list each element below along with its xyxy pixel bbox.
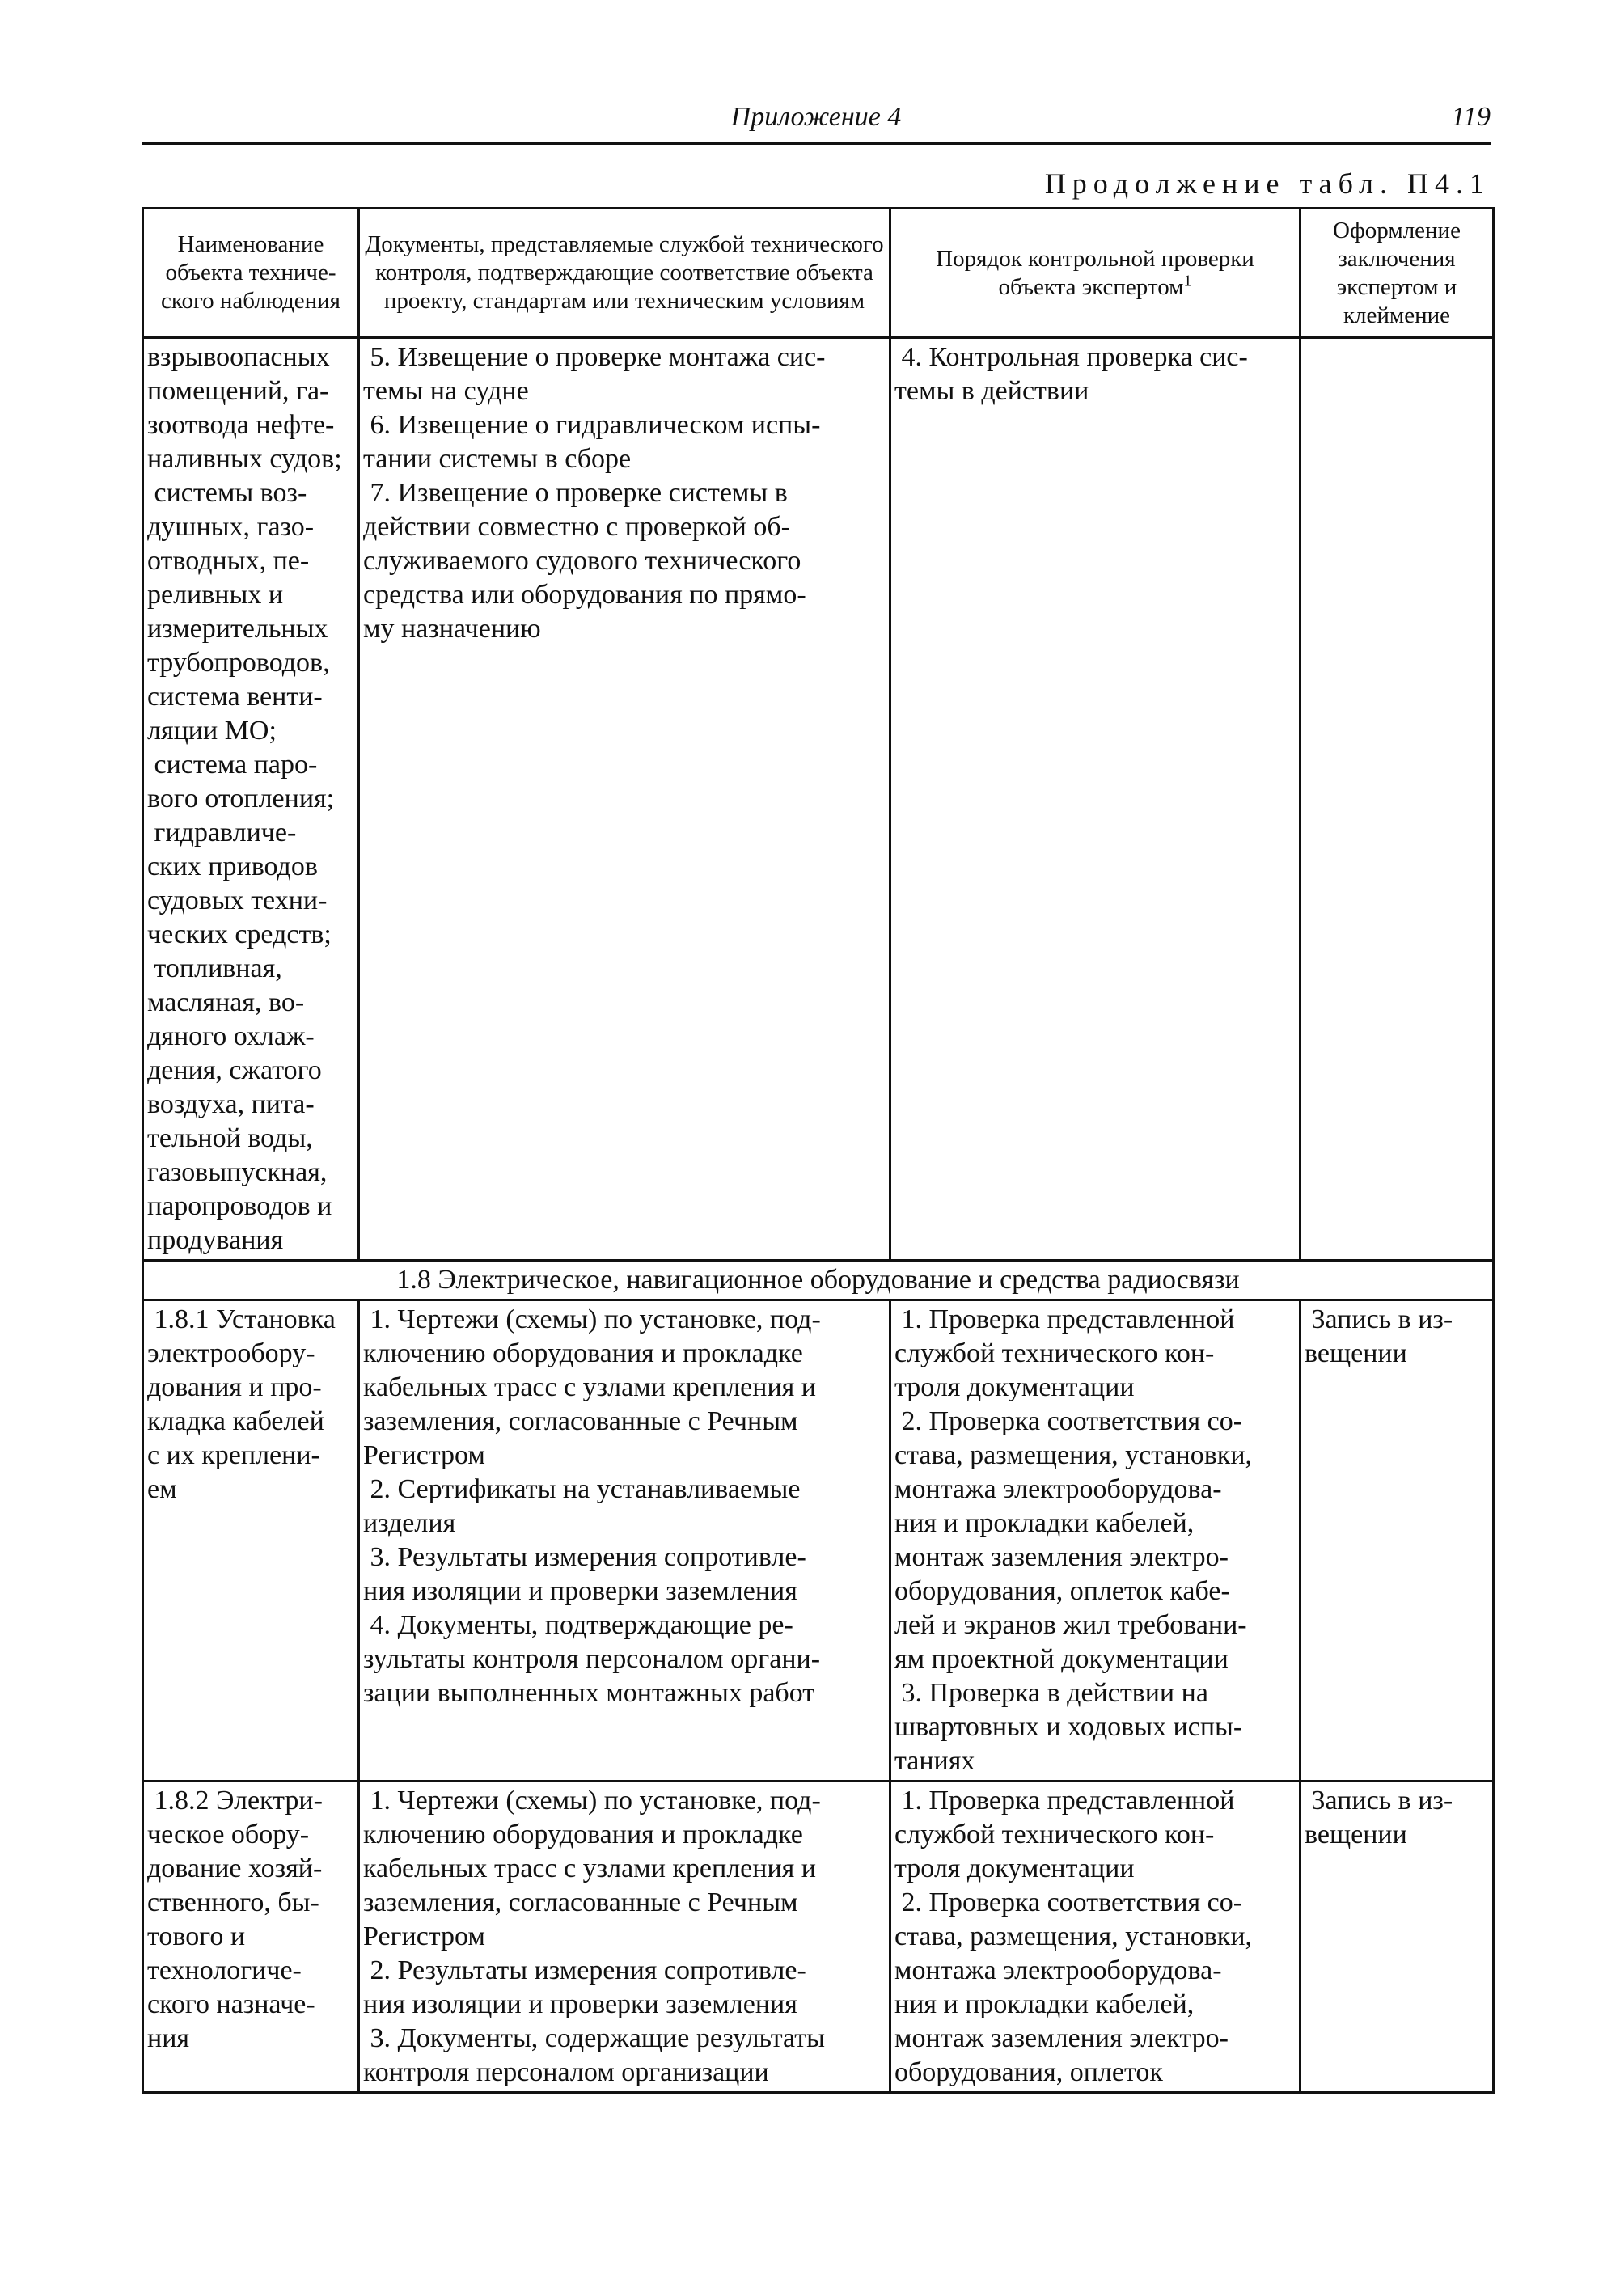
cell-text-line: дования и про- xyxy=(147,1372,322,1402)
cell-text-line: воздуха, пита- xyxy=(147,1089,315,1119)
cell-text-line: ям проектной документации xyxy=(894,1644,1229,1674)
cell-text-line: измерительных xyxy=(147,614,328,644)
object-cell xyxy=(143,1300,359,1782)
cell-text-line: наливных судов; xyxy=(147,444,342,474)
cell-text-line: заземления, согласованные с Речным xyxy=(363,1406,798,1436)
cell-text-line: паропроводов и xyxy=(147,1191,332,1221)
cell-text-line: 3. Проверка в действии на xyxy=(894,1678,1208,1708)
cell-text-line: дование хозяй- xyxy=(147,1854,323,1883)
cell-text-line: ляции МО; xyxy=(147,716,277,746)
cell-text-line: зультаты контроля персоналом органи- xyxy=(363,1644,821,1674)
cell-text-line: 5. Извещение о проверке монтажа сис- xyxy=(363,342,826,372)
cell-text-line: средства или оборудования по прямо- xyxy=(363,580,806,610)
table-row xyxy=(143,1782,1494,2093)
cell-text-line: 1. Чертежи (схемы) по установке, под- xyxy=(363,1304,821,1334)
cell-text-line: швартовных и ходовых испы- xyxy=(894,1712,1243,1742)
cell-text-line: 3. Результаты измерения сопротивле- xyxy=(363,1542,806,1572)
cell-text-line: ческое обору- xyxy=(147,1820,310,1849)
check-cell xyxy=(890,1300,1300,1782)
cell-text-line: монтажа электрооборудова- xyxy=(894,1474,1222,1504)
cell-text-line: контроля персоналом организации xyxy=(363,2057,769,2087)
object-cell xyxy=(143,1782,359,2093)
cell-text-line: зации выполненных монтажных работ xyxy=(363,1678,815,1708)
cell-text-line: 4. Контрольная проверка сис- xyxy=(894,342,1248,372)
cell-text-line: ских приводов xyxy=(147,852,318,881)
cell-text-line: 7. Извещение о проверке системы в xyxy=(363,478,788,508)
cell-text-line: 6. Извещение о гидравлическом испы- xyxy=(363,410,821,440)
cell-text-line: 1.8.1 Установка xyxy=(147,1304,336,1334)
cell-text-line: дяного охлаж- xyxy=(147,1021,315,1051)
documents-cell xyxy=(359,338,890,1261)
cell-text-line: топливная, xyxy=(147,953,282,983)
cell-text-line: оборудования, оплеток кабе- xyxy=(894,1576,1230,1606)
column-header-object: Наименование объекта техниче-ского наблюдения xyxy=(143,209,359,338)
cell-text-line: трубопроводов, xyxy=(147,648,330,678)
cell-text-line: ского назначе- xyxy=(147,1989,315,2019)
table-row xyxy=(143,1300,1494,1782)
table-continuation-label: Продолжение табл. П4.1 xyxy=(1044,167,1491,200)
cell-text-line: лей и экранов жил требовани- xyxy=(894,1610,1247,1640)
cell-text-line: Регистром xyxy=(363,1440,485,1470)
cell-text-line: система венти- xyxy=(147,682,323,712)
cell-text-line: монтаж заземления электро- xyxy=(894,2023,1229,2053)
cell-text-line: заземления, согласованные с Речным xyxy=(363,1887,798,1917)
cell-text-line: ственного, бы- xyxy=(147,1887,319,1917)
cell-text-line: судовых техни- xyxy=(147,886,328,915)
cell-text-line: масляная, во- xyxy=(147,987,305,1017)
inspection-table xyxy=(142,207,1495,2094)
cell-text-line: монтаж заземления электро- xyxy=(894,1542,1229,1572)
cell-text-line: оборудования, оплеток xyxy=(894,2057,1163,2087)
cell-text-line: става, размещения, установки, xyxy=(894,1440,1253,1470)
cell-text-line: 1.8.2 Электри- xyxy=(147,1786,323,1815)
column-header-record: Оформление заключения экспертом и клеймение xyxy=(1300,209,1494,338)
cell-text-line: кабельных трасс с узлами крепления и xyxy=(363,1372,816,1402)
cell-text-line: троля документации xyxy=(894,1372,1135,1402)
cell-text-line: отводных, пе- xyxy=(147,546,310,576)
cell-text-line: Запись в из- xyxy=(1305,1304,1453,1334)
cell-text-line: кабельных трасс с узлами крепления и xyxy=(363,1854,816,1883)
cell-text-line: электрообору- xyxy=(147,1338,315,1368)
cell-text-line: 2. Проверка соответствия со- xyxy=(894,1406,1243,1436)
cell-text-line: ния xyxy=(147,2023,190,2053)
cell-text-line: 1. Проверка представленной xyxy=(894,1786,1235,1815)
cell-text-line: с их креплени- xyxy=(147,1440,320,1470)
cell-text-line: Запись в из- xyxy=(1305,1786,1453,1815)
cell-text-line: темы на судне xyxy=(363,376,529,406)
cell-text-line: монтажа электрооборудова- xyxy=(894,1955,1222,1985)
cell-text-line: 3. Документы, содержащие результаты xyxy=(363,2023,825,2053)
section-title: 1.8 Электрическое, навигационное оборудование и средства радиосвязи xyxy=(143,1261,1494,1300)
cell-text-line: вого отопления; xyxy=(147,784,335,814)
table-row xyxy=(143,338,1494,1261)
cell-text-line: 2. Результаты измерения сопротивле- xyxy=(363,1955,806,1985)
cell-text-line: реливных и xyxy=(147,580,284,610)
column-header-documents: Документы, представляемые службой технического контроля, подтверждающие соответствие объекта проекту, стандартам или техническим условиям xyxy=(359,209,890,338)
column-header-check xyxy=(890,209,1300,338)
cell-text-line: ния и прокладки кабелей, xyxy=(894,1989,1195,2019)
cell-text-line: службой технического кон- xyxy=(894,1338,1215,1368)
cell-text-line: ния и прокладки кабелей, xyxy=(894,1508,1195,1538)
documents-cell xyxy=(359,1782,890,2093)
cell-text-line: технологиче- xyxy=(147,1955,302,1985)
record-cell xyxy=(1300,338,1494,1261)
cell-text-line: газовыпускная, xyxy=(147,1157,328,1187)
documents-cell xyxy=(359,1300,890,1782)
cell-text-line: взрывоопасных xyxy=(147,342,330,372)
cell-text-line: гидравличе- xyxy=(147,818,297,848)
cell-text-line: тании системы в сборе xyxy=(363,444,632,474)
cell-text-line: вещении xyxy=(1305,1820,1407,1849)
cell-text-line: дения, сжатого xyxy=(147,1055,322,1085)
cell-text-line: система паро- xyxy=(147,750,318,780)
cell-text-line: ния изоляции и проверки заземления xyxy=(363,1576,797,1606)
cell-text-line: вещении xyxy=(1305,1338,1407,1368)
running-title: Приложение 4 xyxy=(730,102,902,132)
cell-text-line: зоотвода нефте- xyxy=(147,410,335,440)
cell-text-line: системы воз- xyxy=(147,478,307,508)
cell-text-line: служиваемого судового технического xyxy=(363,546,801,576)
cell-text-line: 2. Проверка соответствия со- xyxy=(894,1887,1243,1917)
cell-text-line: продувания xyxy=(147,1225,284,1255)
cell-text-line: 2. Сертификаты на устанавливаемые xyxy=(363,1474,801,1504)
cell-text-line: темы в действии xyxy=(894,376,1089,406)
cell-text-line: Регистром xyxy=(363,1921,485,1951)
cell-text-line: му назначению xyxy=(363,614,541,644)
cell-text-line: помещений, га- xyxy=(147,376,329,406)
section-heading-row xyxy=(143,1261,1494,1300)
cell-text-line: ключению оборудования и прокладке xyxy=(363,1338,803,1368)
cell-text-line: 4. Документы, подтверждающие ре- xyxy=(363,1610,793,1640)
page-number: 119 xyxy=(1451,102,1491,132)
record-cell xyxy=(1300,1782,1494,2093)
page-header xyxy=(142,95,1491,145)
cell-text-line: ключению оборудования и прокладке xyxy=(363,1820,803,1849)
cell-text-line: душных, газо- xyxy=(147,512,315,542)
cell-text-line: тового и xyxy=(147,1921,246,1951)
cell-text-line: тельной воды, xyxy=(147,1123,313,1153)
record-cell xyxy=(1300,1300,1494,1782)
cell-text-line: действии совместно с проверкой об- xyxy=(363,512,790,542)
cell-text-line: изделия xyxy=(363,1508,456,1538)
cell-text-line: става, размещения, установки, xyxy=(894,1921,1253,1951)
cell-text-line: ческих средств; xyxy=(147,919,332,949)
column-header-check-text: Порядок контрольной проверки объекта экспертом xyxy=(936,245,1254,300)
object-cell xyxy=(143,338,359,1261)
cell-text-line: троля документации xyxy=(894,1854,1135,1883)
cell-text-line: кладка кабелей xyxy=(147,1406,324,1436)
footnote-mark: 1 xyxy=(1183,271,1192,290)
check-cell xyxy=(890,1782,1300,2093)
cell-text-line: 1. Проверка представленной xyxy=(894,1304,1235,1334)
cell-text-line: ния изоляции и проверки заземления xyxy=(363,1989,797,2019)
cell-text-line: таниях xyxy=(894,1746,975,1776)
table-header-row xyxy=(143,209,1494,338)
check-cell xyxy=(890,338,1300,1261)
cell-text-line: службой технического кон- xyxy=(894,1820,1215,1849)
cell-text-line: 1. Чертежи (схемы) по установке, под- xyxy=(363,1786,821,1815)
cell-text-line: ем xyxy=(147,1474,177,1504)
